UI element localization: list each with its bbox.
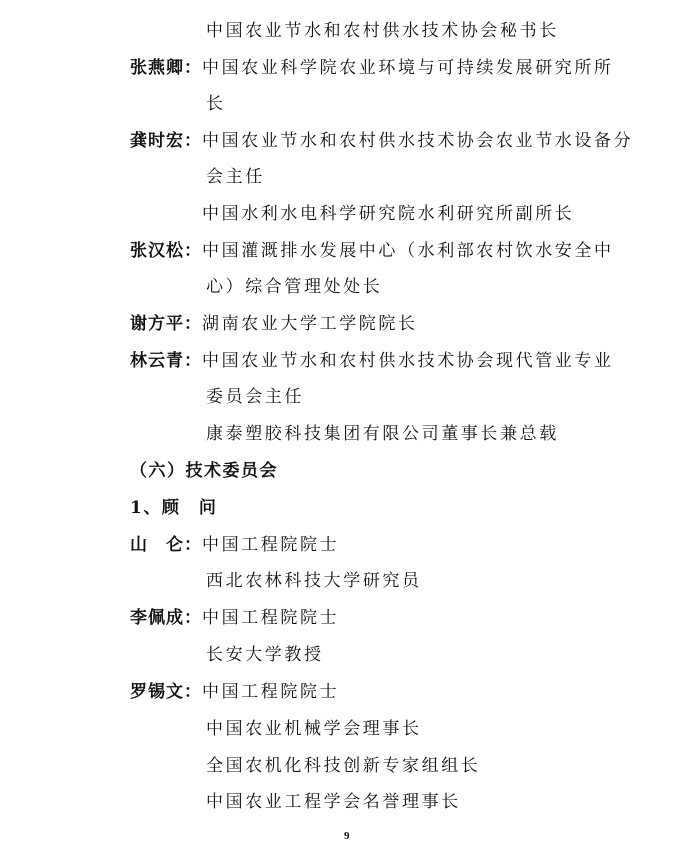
member-title: 委员会主任 <box>206 387 304 407</box>
list-item <box>130 131 633 151</box>
member-name: 张燕卿： <box>130 58 202 78</box>
list-item <box>206 277 382 297</box>
list-item <box>130 351 614 371</box>
member-title: 长 <box>206 94 226 114</box>
member-title: 全国农机化科技创新专家组组长 <box>206 756 481 776</box>
list-item <box>206 94 226 114</box>
list-item <box>206 424 559 444</box>
list-item <box>206 719 422 739</box>
list-item <box>130 608 339 628</box>
list-item <box>206 645 324 665</box>
member-name: 李佩成： <box>130 608 202 628</box>
member-title: 中国农业机械学会理事长 <box>206 719 422 739</box>
member-title: 中国农业科学院农业环境与可持续发展研究所所 <box>202 58 614 78</box>
list-item <box>206 571 422 591</box>
list-item <box>206 167 265 187</box>
member-title: 长安大学教授 <box>206 645 324 665</box>
member-name: 罗锡文： <box>130 682 202 702</box>
member-title: 心）综合管理处处长 <box>206 277 383 297</box>
list-item <box>206 21 559 41</box>
list-item <box>202 204 574 224</box>
member-title: 湖南农业大学工学院院长 <box>202 314 418 334</box>
member-title: 中国工程院院士 <box>202 535 340 555</box>
subsection-heading: 1、顾 问 <box>130 498 218 518</box>
member-title: 中国农业节水和农村供水技术协会现代管业专业 <box>202 351 614 371</box>
list-item <box>206 387 304 407</box>
member-title: 中国灌溉排水发展中心（水利部农村饮水安全中 <box>202 241 614 261</box>
member-title: 会主任 <box>206 167 265 187</box>
member-title: 中国农业节水和农村供水技术协会农业节水设备分 <box>202 131 634 151</box>
page-number: 9 <box>344 830 350 842</box>
member-title: 中国水利水电科学研究院水利研究所副所长 <box>202 204 575 224</box>
member-name: 张汉松： <box>130 241 202 261</box>
member-name: 林云青： <box>130 351 202 371</box>
list-item <box>130 314 418 334</box>
member-title: 中国工程院院士 <box>202 682 340 702</box>
member-title: 中国农业工程学会名誉理事长 <box>206 792 461 812</box>
member-name: 山 仑： <box>130 535 202 555</box>
section-heading: （六）技术委员会 <box>130 461 278 481</box>
member-title: 中国工程院院士 <box>202 608 340 628</box>
list-item <box>130 58 614 78</box>
member-name: 龚时宏： <box>130 131 202 151</box>
list-item <box>130 682 339 702</box>
member-name: 谢方平： <box>130 314 202 334</box>
list-item <box>130 241 614 261</box>
list-item <box>206 792 461 812</box>
list-item <box>206 756 480 776</box>
member-title: 中国农业节水和农村供水技术协会秘书长 <box>206 21 559 41</box>
list-item <box>130 535 339 555</box>
member-title: 康泰塑胶科技集团有限公司董事长兼总载 <box>206 424 559 444</box>
member-title: 西北农林科技大学研究员 <box>206 571 422 591</box>
